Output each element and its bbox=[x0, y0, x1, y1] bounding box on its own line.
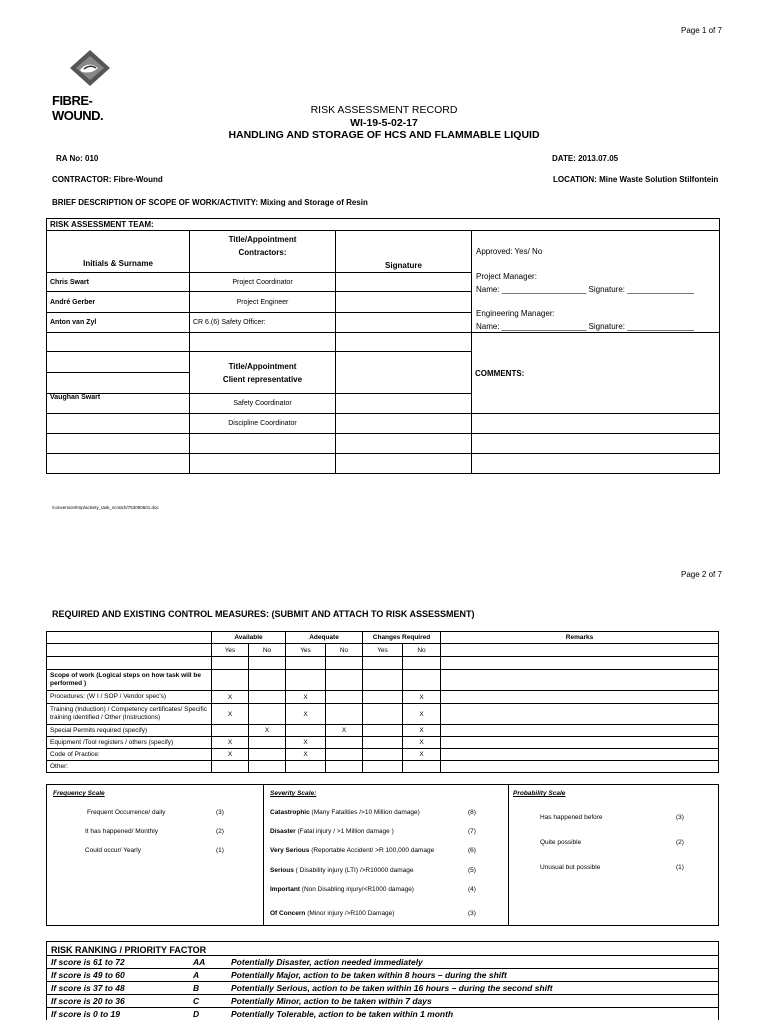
control-measure-mark: X bbox=[212, 749, 249, 761]
risk-ranking-row bbox=[47, 994, 718, 1007]
project-manager-signature-line: Name: ___________________ Signature: _______________ bbox=[476, 285, 694, 295]
extra-cell bbox=[472, 413, 720, 433]
team-member-name: André Gerber bbox=[47, 292, 190, 312]
severity-item-description: (Minor injury />R100 Damage) bbox=[305, 910, 395, 917]
control-measure-row bbox=[47, 761, 719, 773]
control-measure-mark bbox=[403, 761, 441, 773]
severity-item-label bbox=[270, 809, 420, 816]
engineering-manager-signature-line: Name: ___________________ Signature: _______________ bbox=[476, 322, 694, 332]
control-measure-mark bbox=[363, 704, 403, 725]
control-measure-remarks bbox=[441, 670, 719, 691]
severity-item-value: (3) bbox=[468, 910, 476, 917]
probability-item-label: Unusual but possible bbox=[540, 864, 601, 871]
client-member-signature bbox=[336, 393, 472, 413]
control-measure-mark bbox=[286, 670, 326, 691]
control-measure-mark bbox=[212, 761, 249, 773]
risk-ranking-description: Potentially Serious, action to be taken within 16 hours – during the second shift bbox=[231, 983, 553, 993]
risk-ranking-code: AA bbox=[193, 957, 206, 967]
severity-item-description: (Non Disabling injury/<R1000 damage) bbox=[299, 886, 414, 893]
severity-item-description: (Reportable Accident/ >R 100,000 damage bbox=[309, 847, 435, 854]
control-measure-mark bbox=[249, 737, 286, 749]
team-member-signature bbox=[336, 312, 472, 333]
control-measure-mark bbox=[326, 737, 363, 749]
page-number: Page 2 of 7 bbox=[681, 570, 722, 579]
comments-box: COMMENTS: bbox=[472, 333, 720, 413]
frequency-item-label: Could occur/ Yearly bbox=[85, 847, 142, 854]
team-member-name: Chris Swart bbox=[47, 273, 190, 292]
ra-number: RA No: 010 bbox=[56, 154, 99, 163]
yes-header: Yes bbox=[212, 644, 249, 657]
risk-ranking-row bbox=[47, 968, 718, 981]
client-member-name bbox=[47, 433, 190, 453]
severity-item-value: (4) bbox=[468, 886, 476, 893]
control-measure-mark bbox=[249, 670, 286, 691]
remarks-cell bbox=[441, 644, 719, 657]
team-member-name: Anton van Zyl bbox=[47, 312, 190, 333]
risk-ranking-description: Potentially Disaster, action needed immediately bbox=[231, 957, 423, 967]
control-measure-remarks bbox=[441, 749, 719, 761]
frequency-item-value: (2) bbox=[216, 828, 224, 835]
client-member-name: Vaughan Swart bbox=[47, 393, 190, 413]
client-member-signature bbox=[336, 453, 472, 473]
approval-box bbox=[472, 231, 720, 333]
contractor-field: CONTRACTOR: Fibre-Wound bbox=[52, 175, 163, 184]
probability-item-value: (3) bbox=[676, 814, 684, 821]
team-member-title: Project Coordinator bbox=[190, 273, 336, 292]
probability-item-value: (2) bbox=[676, 839, 684, 846]
control-measure-mark: X bbox=[212, 704, 249, 725]
severity-item-label bbox=[270, 886, 414, 893]
control-measure-mark bbox=[249, 704, 286, 725]
team-member-title: CR 6.(6) Safety Officer: bbox=[190, 312, 336, 333]
blank-header-cell bbox=[47, 644, 212, 657]
control-measure-row bbox=[47, 737, 719, 749]
yes-header: Yes bbox=[286, 644, 326, 657]
severity-item-value: (5) bbox=[468, 867, 476, 874]
severity-item-label bbox=[270, 828, 394, 835]
control-measure-label: Scope of work (Logical steps on how task will be performed ) bbox=[47, 670, 212, 691]
project-manager-label: Project Manager: bbox=[476, 272, 537, 282]
control-measure-remarks bbox=[441, 691, 719, 704]
risk-ranking-row bbox=[47, 1007, 718, 1020]
client-member-signature bbox=[336, 433, 472, 453]
control-measure-label: Equipment /Tool registers / others (specify) bbox=[47, 737, 212, 749]
no-header: No bbox=[403, 644, 441, 657]
company-logo bbox=[52, 48, 132, 123]
control-measure-mark bbox=[326, 749, 363, 761]
file-path-footer: /conversion/tmp/activity_task_scratch/753090601.doc bbox=[52, 505, 159, 510]
control-measure-mark: X bbox=[249, 725, 286, 737]
severity-item-value: (7) bbox=[468, 828, 476, 835]
client-member-title: Safety Coordinator bbox=[190, 393, 336, 413]
risk-assessment-team-table bbox=[46, 218, 720, 474]
severity-item-description: ( Disability injury (LTI) />R10000 damage bbox=[293, 867, 414, 874]
severity-item-value: (8) bbox=[468, 809, 476, 816]
severity-item-description: (Many Fatalities />10 Million damage) bbox=[309, 809, 420, 816]
risk-ranking-code: A bbox=[193, 970, 200, 980]
risk-ranking-box bbox=[46, 941, 719, 1020]
approved-yes-no: Approved: Yes/ No bbox=[476, 247, 543, 257]
severity-scale-title: Severity Scale: bbox=[270, 790, 317, 797]
control-measure-mark bbox=[403, 670, 441, 691]
control-measure-mark bbox=[326, 670, 363, 691]
team-member-name bbox=[47, 333, 190, 352]
control-measure-row bbox=[47, 749, 719, 761]
frequency-item-value: (1) bbox=[216, 847, 224, 854]
frequency-item-value: (3) bbox=[216, 809, 224, 816]
remarks-header: Remarks bbox=[441, 632, 719, 644]
scales-box bbox=[46, 784, 719, 926]
control-measure-label: Code of Practice: bbox=[47, 749, 212, 761]
yes-header: Yes bbox=[363, 644, 403, 657]
brief-description: BRIEF DESCRIPTION OF SCOPE OF WORK/ACTIVITY: Mixing and Storage of Resin bbox=[52, 198, 368, 207]
control-measure-mark bbox=[212, 725, 249, 737]
document-title: RISK ASSESSMENT RECORD bbox=[310, 104, 458, 116]
control-measure-mark: X bbox=[286, 704, 326, 725]
control-measure-remarks bbox=[441, 737, 719, 749]
control-measure-mark bbox=[249, 761, 286, 773]
frequency-scale-title: Frequency Scale bbox=[53, 790, 105, 797]
diamond-logo-icon bbox=[52, 48, 132, 90]
risk-ranking-title: RISK RANKING / PRIORITY FACTOR bbox=[51, 945, 207, 955]
severity-item-label bbox=[270, 910, 394, 917]
available-header: Available bbox=[212, 632, 286, 644]
control-measure-mark: X bbox=[403, 691, 441, 704]
changes-required-header: Changes Required bbox=[363, 632, 441, 644]
control-measure-mark: X bbox=[403, 704, 441, 725]
risk-ranking-score: If score is 0 to 19 bbox=[51, 1009, 120, 1019]
severity-item-name: Disaster bbox=[270, 828, 296, 835]
team-member-signature bbox=[336, 273, 472, 292]
control-measure-mark bbox=[286, 761, 326, 773]
client-member-title bbox=[190, 433, 336, 453]
control-measures-heading: REQUIRED AND EXISTING CONTROL MEASURES: (SUBMIT AND ATTACH TO RISK ASSESSMENT) bbox=[52, 609, 475, 619]
control-measure-mark: X bbox=[212, 737, 249, 749]
control-measure-mark: X bbox=[403, 725, 441, 737]
risk-ranking-description: Potentially Tolerable, action to be taken within 1 month bbox=[231, 1009, 454, 1019]
team-member-signature bbox=[336, 333, 472, 352]
risk-ranking-list bbox=[47, 955, 718, 1020]
control-measure-mark bbox=[326, 704, 363, 725]
col-title-header: Title/Appointment Contractors: bbox=[190, 231, 336, 273]
adequate-header: Adequate bbox=[286, 632, 363, 644]
client-member-name bbox=[47, 413, 190, 433]
client-name-cell bbox=[47, 352, 190, 393]
control-measure-mark bbox=[286, 725, 326, 737]
logo-text: FIBRE-WOUND. bbox=[52, 93, 104, 123]
severity-item-name: Important bbox=[270, 886, 300, 893]
control-measure-label: Other: bbox=[47, 761, 212, 773]
extra-cell bbox=[472, 433, 720, 453]
probability-scale-title: Probability Scale bbox=[513, 790, 566, 797]
client-member-title: Discipline Coordinator bbox=[190, 413, 336, 433]
col-signature-header: Signature bbox=[336, 231, 472, 273]
risk-ranking-score: If score is 61 to 72 bbox=[51, 957, 125, 967]
probability-item-label: Has happened before bbox=[540, 814, 603, 821]
risk-ranking-score: If score is 20 to 36 bbox=[51, 996, 125, 1006]
date-field: DATE: 2013.07.05 bbox=[552, 154, 619, 163]
control-measure-mark: X bbox=[403, 749, 441, 761]
control-measure-row bbox=[47, 704, 719, 725]
severity-item-label bbox=[270, 867, 413, 874]
no-header: No bbox=[326, 644, 363, 657]
control-measure-row bbox=[47, 725, 719, 737]
risk-ranking-code: C bbox=[193, 996, 200, 1006]
risk-ranking-row bbox=[47, 981, 718, 994]
location-field: LOCATION: Mine Waste Solution Stilfontein bbox=[553, 175, 719, 184]
client-title-header: Title/Appointment Client representative bbox=[190, 352, 336, 393]
page-number: Page 1 of 7 bbox=[681, 26, 722, 35]
risk-ranking-description: Potentially Major, action to be taken within 8 hours – during the shift bbox=[231, 970, 507, 980]
no-header: No bbox=[249, 644, 286, 657]
severity-item-name: Catastrophic bbox=[270, 809, 310, 816]
control-measure-mark bbox=[363, 670, 403, 691]
control-measure-mark bbox=[363, 761, 403, 773]
risk-ranking-row bbox=[47, 955, 718, 968]
severity-item-label bbox=[270, 847, 434, 854]
severity-item-description: (Fatal injury / >1 Million damage ) bbox=[295, 828, 394, 835]
control-measure-mark bbox=[363, 737, 403, 749]
control-measure-remarks bbox=[441, 761, 719, 773]
risk-ranking-score: If score is 49 to 60 bbox=[51, 970, 125, 980]
severity-item-name: Of Concern bbox=[270, 910, 306, 917]
control-measure-remarks bbox=[441, 725, 719, 737]
team-member-title: Project Engineer bbox=[190, 292, 336, 312]
engineering-manager-label: Engineering Manager: bbox=[476, 309, 555, 319]
client-member-name bbox=[47, 453, 190, 473]
risk-ranking-score: If score is 37 to 48 bbox=[51, 983, 125, 993]
probability-item-value: (1) bbox=[676, 864, 684, 871]
blank-header-cell bbox=[47, 632, 212, 644]
control-measure-mark: X bbox=[403, 737, 441, 749]
frequency-item-label: Frequent Occurrence/ daily bbox=[87, 809, 166, 816]
control-measure-mark bbox=[363, 749, 403, 761]
client-member-title bbox=[190, 453, 336, 473]
control-measure-mark bbox=[326, 761, 363, 773]
team-member-title bbox=[190, 333, 336, 352]
control-measure-mark: X bbox=[286, 749, 326, 761]
team-member-signature bbox=[336, 292, 472, 312]
control-measure-mark: X bbox=[326, 725, 363, 737]
severity-item-name: Very Serious bbox=[270, 847, 310, 854]
control-measure-label: Special Permits required (specify) bbox=[47, 725, 212, 737]
frequency-item-label: It has happened/ Monthly bbox=[85, 828, 158, 835]
control-measure-mark: X bbox=[286, 737, 326, 749]
risk-ranking-description: Potentially Minor, action to be taken within 7 days bbox=[231, 996, 432, 1006]
control-measure-mark bbox=[212, 670, 249, 691]
risk-ranking-code: D bbox=[193, 1009, 200, 1019]
probability-item-label: Quite possible bbox=[540, 839, 582, 846]
control-measure-mark: X bbox=[286, 691, 326, 704]
client-signature bbox=[336, 352, 472, 393]
severity-item-value: (6) bbox=[468, 847, 476, 854]
control-measure-mark bbox=[363, 725, 403, 737]
control-measure-row bbox=[47, 670, 719, 691]
document-number: WI-19-5-02-17 bbox=[350, 116, 418, 129]
team-header: RISK ASSESSMENT TEAM: bbox=[47, 219, 720, 231]
client-member-signature bbox=[336, 413, 472, 433]
control-measure-remarks bbox=[441, 704, 719, 725]
control-measure-label: Procedures: (W I / SOP / Vendor spec's) bbox=[47, 691, 212, 704]
control-measures-table bbox=[46, 631, 719, 773]
control-measure-label: Training (Induction) / Competency certificates/ Specific training identified / Other (Instructions) bbox=[47, 704, 212, 725]
document-subject: HANDLING AND STORAGE OF HCS AND FLAMMABLE LIQUID bbox=[228, 129, 540, 141]
control-measure-row bbox=[47, 691, 719, 704]
control-measure-mark bbox=[249, 691, 286, 704]
control-measure-mark bbox=[326, 691, 363, 704]
control-measure-mark bbox=[363, 691, 403, 704]
risk-ranking-code: B bbox=[193, 983, 200, 993]
control-measure-mark: X bbox=[212, 691, 249, 704]
severity-item-name: Serious bbox=[270, 867, 294, 874]
col-name-header: Initials & Surname bbox=[47, 231, 190, 273]
extra-cell bbox=[472, 453, 720, 473]
control-measure-mark bbox=[249, 749, 286, 761]
